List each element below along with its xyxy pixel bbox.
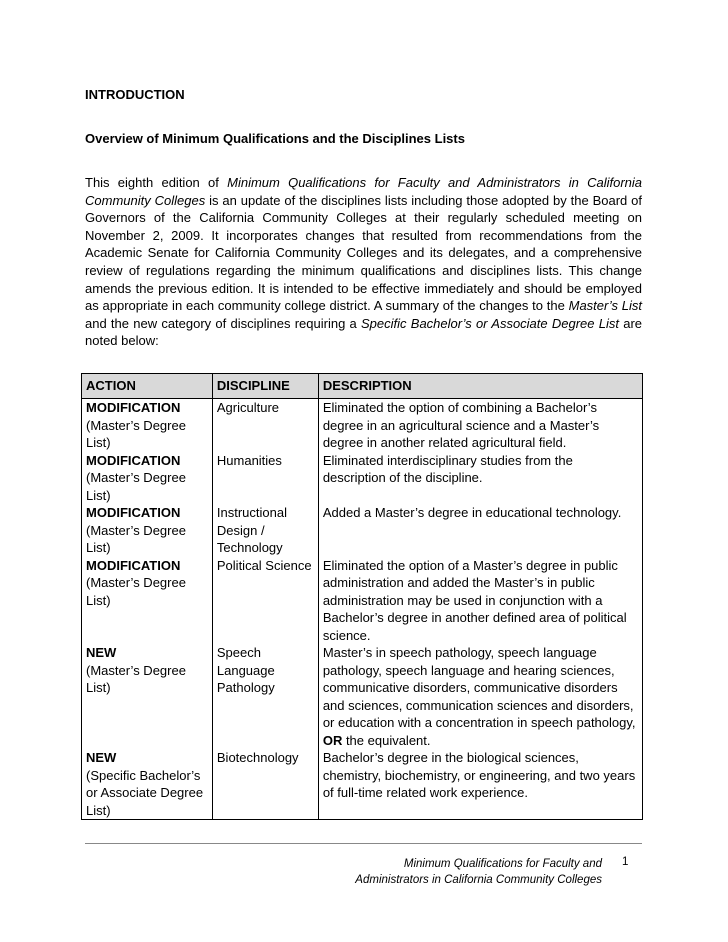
action-cell: [82, 504, 213, 557]
description-cell: Added a Master’s degree in educational technology.: [318, 504, 642, 557]
table-row: [82, 504, 643, 557]
description-cell: Eliminated interdisciplinary studies from the description of the discipline.: [318, 452, 642, 505]
section-subheading: Overview of Minimum Qualifications and the Disciplines Lists: [85, 131, 465, 146]
discipline-cell: Political Science: [212, 557, 318, 645]
column-header-action: ACTION: [82, 374, 213, 399]
footer-line-1: Minimum Qualifications for Faculty and: [403, 858, 602, 870]
action-list: (Master’s Degree List): [86, 662, 186, 695]
intro-paragraph: [85, 174, 642, 350]
action-type: MODIFICATION: [86, 452, 181, 468]
intro-masters-list-italic: Master’s List: [568, 298, 643, 314]
column-header-discipline: DISCIPLINE: [212, 374, 318, 399]
table-row: [82, 557, 643, 645]
changes-table: [81, 373, 643, 820]
description-cell: [318, 644, 642, 749]
action-cell: [82, 644, 213, 749]
discipline-cell: Humanities: [212, 452, 318, 505]
table-row: [82, 399, 643, 452]
page-number: 1: [622, 856, 629, 868]
table-header-row: [82, 374, 643, 399]
action-cell: [82, 452, 213, 505]
action-cell: [82, 399, 213, 452]
action-type: MODIFICATION: [86, 505, 181, 520]
action-list: (Specific Bachelor’s or Associate Degree List): [86, 767, 204, 818]
table-row: [82, 644, 643, 749]
column-header-description: DESCRIPTION: [318, 374, 642, 399]
description-text-end: the equivalent.: [342, 732, 431, 748]
action-type: NEW: [86, 750, 117, 765]
footer-divider: [85, 843, 642, 844]
intro-text-1: This eighth edition of: [85, 175, 228, 190]
discipline-cell: Speech Language Pathology: [212, 644, 318, 749]
intro-text-4: are noted below:: [85, 315, 643, 349]
action-cell: [82, 557, 213, 645]
footer-text: [330, 856, 602, 888]
action-cell: [82, 749, 213, 820]
section-heading: INTRODUCTION: [85, 87, 185, 102]
description-cell: Eliminated the option of combining a Bachelor’s degree in an agricultural science and a Master’s degree in another related agricultural field.: [318, 399, 642, 452]
action-list: (Master’s Degree List): [86, 417, 186, 450]
description-text: Master’s in speech pathology, speech language pathology, speech language and hearing sciences, communicative disorders, communicative disorders and sciences, communication sciences and disorders, or education with a concentration in speech pathology,: [322, 645, 636, 730]
intro-text-2: is an update of the disciplines lists including those adopted by the Board of Governors of the California Community Colleges at their regularly scheduled meeting on November 2, 2009. It incorporates changes that resulted from recommendations from the Academic Senate for California Community Colleges and its delegates, and a comprehensive review of regulations regarding the minimum qualifications and disciplines lists. This change amends the previous edition. It is intended to be effective immediately and should be employed as appropriate in each community college district. A summary of the changes to the: [85, 192, 642, 314]
intro-text-3: and the new category of disciplines requiring a: [85, 315, 362, 331]
table-row: [82, 452, 643, 505]
action-type: MODIFICATION: [86, 557, 181, 573]
intro-bachelors-list-italic: Specific Bachelor’s or Associate Degree List: [361, 315, 619, 331]
description-cell: Eliminated the option of a Master’s degree in public administration and added the Master’s in public administration may be used in conjunction with a Bachelor’s degree in another defined area of political science.: [318, 557, 642, 645]
action-list: (Master’s Degree List): [86, 470, 186, 503]
footer-line-2: Administrators in California Community Colleges: [355, 874, 602, 886]
table-row: [82, 749, 643, 820]
action-list: (Master’s Degree List): [86, 522, 186, 555]
discipline-cell: Instructional Design / Technology: [212, 504, 318, 557]
description-cell: Bachelor’s degree in the biological sciences, chemistry, biochemistry, or engineering, and two years of full-time related work experience.: [318, 749, 642, 820]
action-type: NEW: [86, 645, 117, 660]
description-emphasis: OR: [322, 732, 343, 748]
discipline-cell: Agriculture: [212, 399, 318, 452]
action-type: MODIFICATION: [86, 400, 181, 415]
discipline-cell: Biotechnology: [212, 749, 318, 820]
action-list: (Master’s Degree List): [86, 575, 186, 608]
intro-title-italic: Minimum Qualifications for Faculty and Administrators in California Community Colleges: [85, 175, 643, 208]
